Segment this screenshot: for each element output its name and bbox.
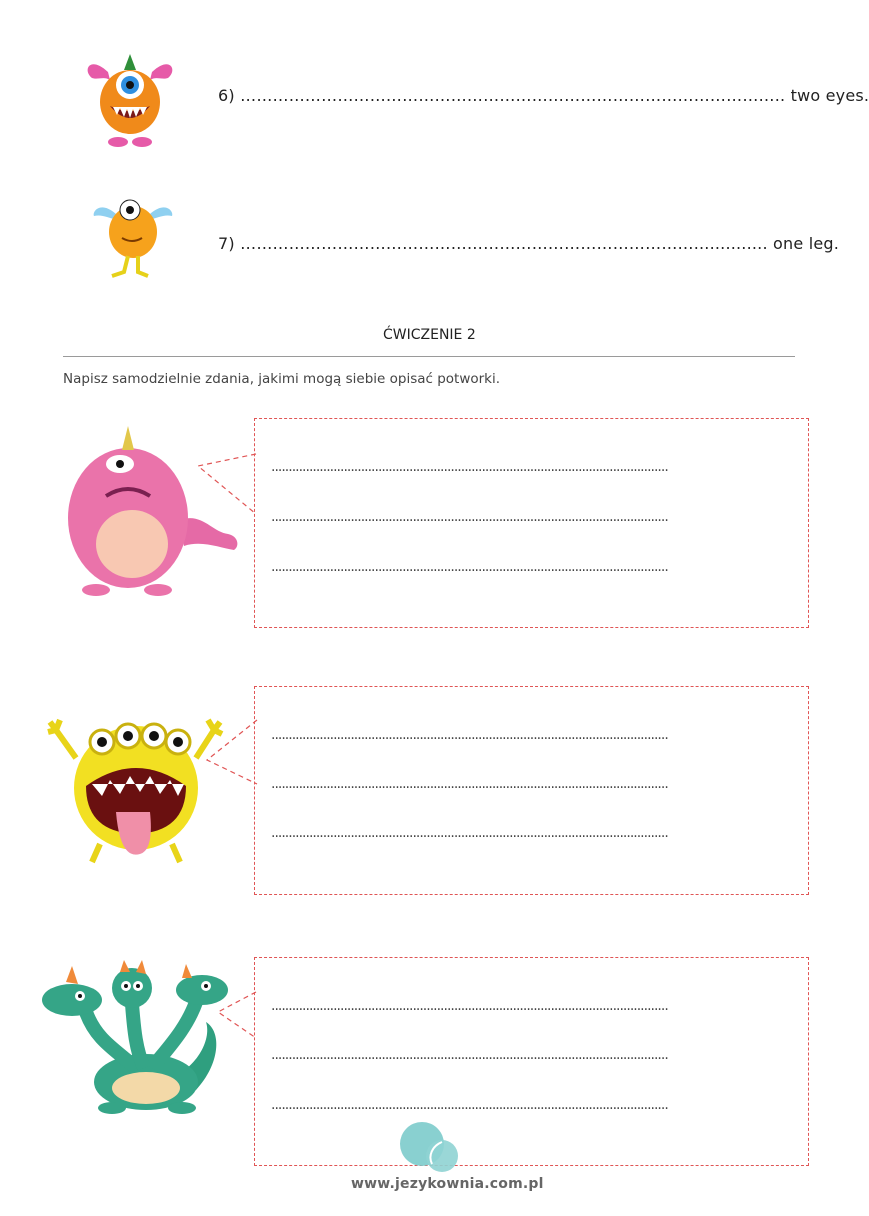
three-headed-dragon-icon: [36, 960, 236, 1120]
speech-bubble-pointer: [205, 718, 259, 788]
answer-blank[interactable]: …………………………………………………………………………..............: [240, 234, 768, 253]
answer-line[interactable]: ...................................................................................................................: [271, 998, 668, 1014]
answer-line[interactable]: ...................................................................................................................: [271, 559, 668, 575]
question-number: 6): [218, 86, 235, 105]
footer-url[interactable]: www.jezykownia.com.pl: [351, 1176, 544, 1192]
question-tail: one leg.: [773, 234, 840, 253]
jezykownia-logo-icon: [398, 1120, 462, 1176]
question-7-text: [218, 234, 839, 253]
answer-box-2[interactable]: [254, 686, 809, 895]
answer-line[interactable]: ...................................................................................................................: [271, 1047, 668, 1063]
answer-blank[interactable]: ………………………………………………………………………………………..: [240, 86, 786, 105]
answer-line[interactable]: ...................................................................................................................: [271, 825, 668, 841]
answer-line[interactable]: ...................................................................................................................: [271, 1097, 668, 1113]
question-7: [88, 192, 840, 284]
answer-box-1[interactable]: [254, 418, 809, 628]
flying-orange-bird-monster-icon: [88, 192, 178, 282]
section-divider: [63, 356, 795, 357]
question-tail: two eyes.: [790, 86, 869, 105]
answer-line[interactable]: ...................................................................................................................: [271, 509, 668, 525]
speech-bubble-pointer: [216, 990, 258, 1042]
answer-line[interactable]: ...................................................................................................................: [271, 727, 668, 743]
speech-bubble-pointer: [196, 452, 258, 522]
yellow-multi-eyed-monster-icon: [46, 700, 226, 866]
exercise-2-title: ĆWICZENIE 2: [383, 327, 476, 343]
question-6: [80, 50, 869, 150]
question-6-text: [218, 86, 869, 105]
orange-cyclops-monster-icon: [80, 50, 180, 150]
answer-line[interactable]: ...................................................................................................................: [271, 459, 668, 475]
answer-line[interactable]: ...................................................................................................................: [271, 776, 668, 792]
answer-box-3[interactable]: [254, 957, 809, 1166]
question-number: 7): [218, 234, 235, 253]
exercise-2-instruction: Napisz samodzielnie zdania, jakimi mogą siebie opisać potworki.: [63, 371, 501, 387]
